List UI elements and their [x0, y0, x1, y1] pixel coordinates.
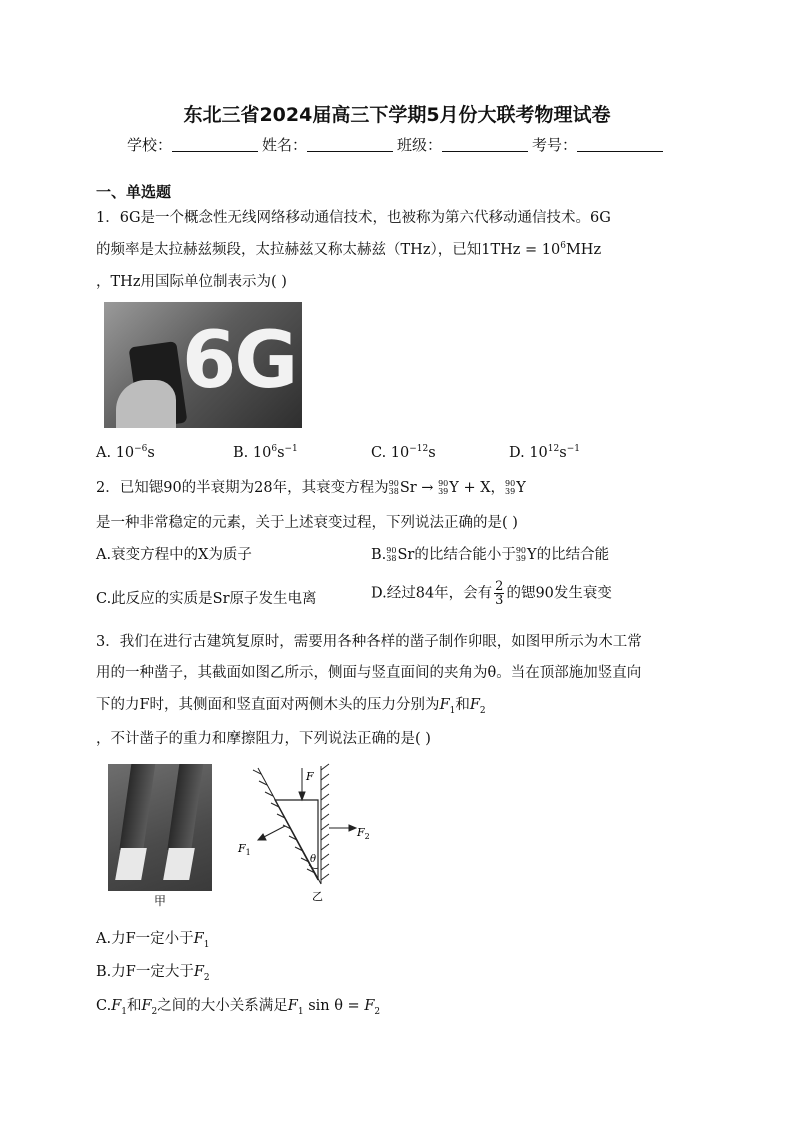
q2-opt-b-sr-numbers — [386, 547, 396, 563]
q1-opt-b-base: B. 10 — [233, 444, 272, 461]
student-info-line — [0, 134, 794, 155]
q1-opt-c-base: C. 10 — [371, 444, 410, 461]
f2-subscript: 2 — [364, 832, 370, 841]
q2-opt-b-label: B. — [371, 547, 387, 563]
chisel-left-tip — [115, 848, 147, 880]
q2-opt-b-y-mass: 90 — [515, 546, 527, 555]
hand-shape — [116, 380, 176, 428]
q3-opt-c-f2: F — [141, 998, 152, 1014]
f1-subscript: 1 — [245, 848, 251, 857]
chisel-left-shaft — [119, 764, 156, 850]
school-label: 学校： — [126, 136, 172, 154]
q3-opt-c-f2-sub: 2 — [151, 1006, 158, 1017]
q2-option-d[interactable] — [371, 580, 612, 607]
figure-jia-label: 甲 — [154, 894, 167, 908]
q3-opt-c-f1: F — [111, 998, 122, 1014]
number-label: 考号： — [532, 136, 578, 154]
q2-opt-b-y-numbers — [516, 547, 526, 563]
q3-option-a[interactable] — [96, 927, 209, 950]
school-blank[interactable] — [172, 137, 258, 152]
q3-opt-a-text: A.力F一定小于 — [96, 931, 194, 947]
q1-formula-b: MHz — [565, 242, 602, 258]
q1-opt-a-exp: −6 — [134, 444, 148, 454]
q1-option-d[interactable] — [509, 444, 580, 461]
q3-line2: 用的一种凿子，其截面如图乙所示，侧面与竖直面间的夹角为θ。当在顶部施加竖直向 — [96, 665, 642, 681]
q2-opt-b-mid: 的比结合能小于 — [414, 547, 516, 563]
q1-opt-d-base: D. 10 — [509, 444, 548, 461]
frac-denominator: 3 — [495, 593, 504, 608]
q2-comma: ， — [490, 480, 506, 496]
q3-opt-c-f1-sub: 1 — [121, 1006, 127, 1017]
q1-line2-text: 的频率是太拉赫兹频段，太拉赫兹又称太赫兹（THz），已知 — [96, 242, 482, 258]
force-f1-arrow — [258, 826, 285, 840]
q2-line1-text: 2．已知锶90的半衰期为28年，其衰变方程为 — [96, 480, 389, 496]
nuclide-sr-numbers — [389, 480, 399, 496]
q1-opt-a-base: A. 10 — [96, 444, 135, 461]
class-blank[interactable] — [442, 137, 528, 152]
y-mass: 90 — [438, 479, 449, 488]
name-blank[interactable] — [307, 137, 393, 152]
force-f2-arrow — [329, 825, 356, 831]
chisel-right-tip — [163, 848, 195, 880]
decay-arrow: → — [416, 480, 439, 496]
q3-opt-c-formula: sin θ = — [308, 998, 365, 1014]
q3-option-b[interactable] — [96, 960, 210, 983]
right-wall — [321, 764, 329, 884]
chisel-photo — [108, 764, 212, 891]
q1-line2 — [96, 238, 601, 259]
q3-opt-c-f1b: F — [287, 998, 298, 1014]
q1-opt-d-unit: s — [559, 444, 567, 461]
q2-option-a[interactable]: A.衰变方程中的X为质子 — [96, 547, 252, 563]
figure-yi-label: 乙 — [312, 890, 323, 903]
q3-line4: ，不计凿子的重力和摩擦阻力，下列说法正确的是( ) — [96, 731, 431, 747]
nuclide-y2-numbers — [505, 480, 515, 496]
section-title: 一、单选题 — [96, 183, 172, 201]
y-symbol: Y — [516, 480, 526, 496]
y2-mass: 90 — [505, 479, 516, 488]
q3-opt-b-sub: 2 — [203, 972, 210, 983]
q3-opt-c-mid: 之间的大小关系满足 — [157, 998, 288, 1014]
y2-z: 39 — [505, 487, 516, 496]
f1-symbol: F — [238, 842, 246, 855]
y-plus-x: Y + X — [449, 480, 491, 496]
q1-formula-a: 1THz = 10 — [481, 242, 561, 258]
sr-mass: 90 — [388, 479, 399, 488]
sr-symbol: Sr — [399, 480, 417, 496]
q1-line3: ，THz用国际单位制表示为( ) — [96, 274, 287, 290]
q1-opt-b-unit-exp: −1 — [284, 444, 298, 454]
nuclide-y-numbers — [438, 480, 448, 496]
q3-f1: F — [439, 697, 450, 713]
force-f1-label — [237, 842, 251, 857]
q3-line3-text: 下的力F时，其侧面和竖直面对两侧木头的压力分别为 — [96, 697, 440, 713]
q3-opt-c-f1b-sub: 1 — [297, 1006, 304, 1017]
q2-opt-b-post: 的比结合能 — [536, 547, 610, 563]
force-f-arrow — [299, 768, 305, 800]
q3-opt-c-and: 和 — [126, 998, 142, 1014]
q3-f2: F — [469, 697, 480, 713]
q1-opt-c-exp: −12 — [409, 444, 429, 454]
chisel-force-diagram — [230, 762, 380, 904]
q2-opt-d-post: 的锶90发生衰变 — [506, 585, 612, 602]
q3-opt-a-f1: F — [193, 931, 204, 947]
q1-opt-b-exp: 6 — [271, 444, 278, 454]
q1-opt-a-unit: s — [147, 444, 155, 461]
q2-line1 — [96, 476, 526, 497]
exam-title: 东北三省2024届高三下学期5月份大联考物理试卷 — [183, 104, 611, 126]
q2-opt-b-sr: Sr — [397, 547, 415, 563]
6g-logo-text: 6G — [182, 316, 297, 406]
sr-z: 38 — [388, 487, 399, 496]
q2-opt-b-y-z: 39 — [515, 554, 527, 563]
q2-opt-d-pre: D.经过84年，会有 — [371, 585, 493, 602]
q3-line3 — [96, 693, 486, 716]
chisel-right-shaft — [167, 764, 204, 850]
name-label: 姓名： — [261, 136, 307, 154]
q1-formula — [481, 242, 601, 258]
q2-option-b[interactable] — [371, 543, 609, 564]
q1-option-c[interactable] — [371, 444, 436, 461]
q3-opt-c-f2b: F — [364, 998, 375, 1014]
theta-label: θ — [310, 854, 317, 865]
q1-6g-image — [104, 302, 302, 428]
q1-opt-d-unit-exp: −1 — [566, 444, 580, 454]
q2-opt-b-sr-mass: 90 — [386, 546, 397, 555]
q1-option-b[interactable] — [233, 444, 298, 461]
q2-opt-b-y: Y — [527, 547, 537, 563]
number-blank[interactable] — [577, 137, 663, 152]
wedge-outline — [275, 800, 318, 880]
fraction-two-thirds — [494, 580, 504, 607]
q1-option-a[interactable] — [96, 444, 155, 461]
q1-opt-d-exp: 12 — [547, 444, 560, 454]
frac-numerator: 2 — [495, 579, 504, 594]
q3-f2-sub: 2 — [479, 705, 486, 716]
q3-option-c[interactable] — [96, 994, 380, 1017]
q3-line1: 3．我们在进行古建筑复原时，需要用各种各样的凿子制作卯眼，如图甲所示为木工常 — [96, 634, 642, 650]
q2-opt-b-sr-z: 38 — [386, 554, 397, 563]
force-f-label: F — [306, 770, 314, 783]
q2-option-c[interactable]: C.此反应的实质是Sr原子发生电离 — [96, 591, 317, 607]
class-label: 班级： — [397, 136, 443, 154]
q3-opt-b-f2: F — [193, 964, 204, 980]
q3-opt-c-f2b-sub: 2 — [374, 1006, 381, 1017]
force-f2-label — [356, 826, 370, 841]
f2-symbol: F — [357, 826, 365, 839]
q3-opt-b-text: B.力F一定大于 — [96, 964, 194, 980]
q3-f1-sub: 1 — [449, 705, 456, 716]
q1-line1: 1．6G是一个概念性无线网络移动通信技术，也被称为第六代移动通信技术。6G — [96, 210, 611, 226]
q2-line2: 是一种非常稳定的元素，关于上述衰变过程，下列说法正确的是( ) — [96, 515, 518, 531]
y-z: 39 — [438, 487, 449, 496]
q3-and: 和 — [455, 697, 470, 713]
q1-formula-exp: 6 — [560, 241, 566, 252]
q1-opt-b-unit: s — [277, 444, 285, 461]
q3-opt-a-sub: 1 — [203, 939, 210, 950]
q1-opt-c-unit: s — [428, 444, 436, 461]
q3-opt-c-label: C. — [96, 998, 112, 1014]
